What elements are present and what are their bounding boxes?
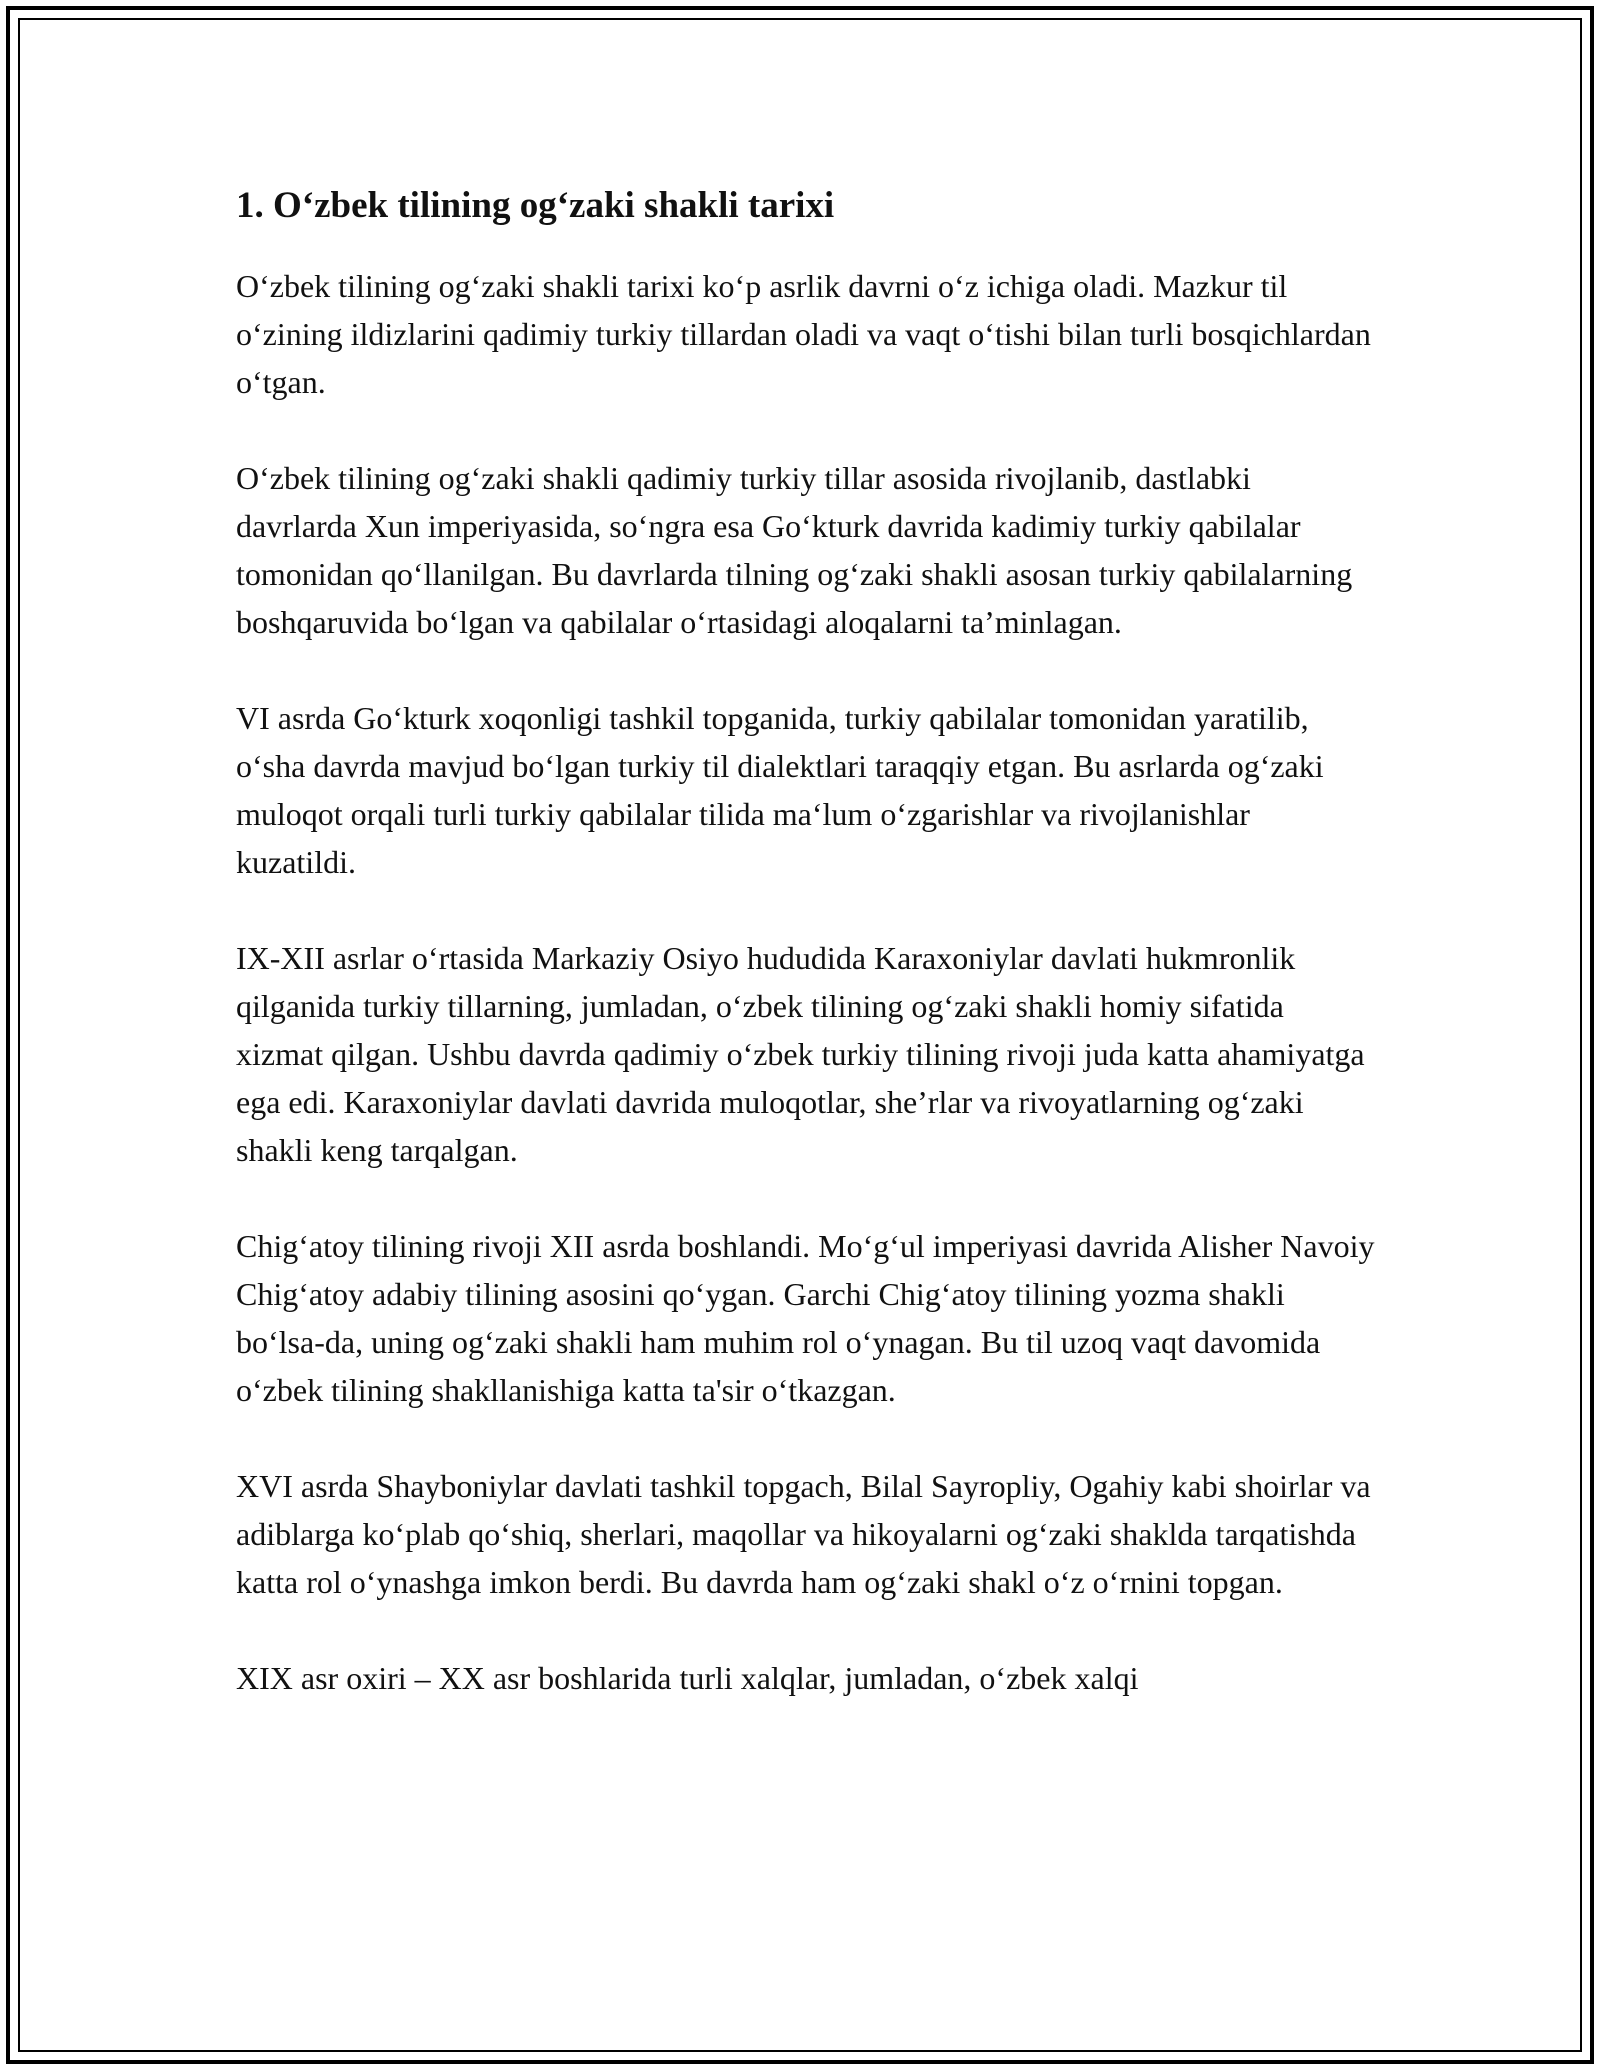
paragraph-7: XIX asr oxiri – XX asr boshlarida turli xalqlar, jumladan, o‘zbek xalqi [236,1659,1139,1696]
paragraph-1: O‘zbek tilining og‘zaki shakli tarixi ko‘p asrlik davrni o‘z ichiga oladi. Mazkur til o‘zining ildizlarini qadimiy turkiy tillardan oladi va vaqt o‘tishi bilan turli bosqichlardan o‘tgan. [236,267,1371,400]
paragraph-3: VI asrda Go‘kturk xoqonligi tashkil topganida, turkiy qabilalar tomonidan yaratilib, o‘sha davrda mavjud bo‘lgan turkiy til dialektlari taraqqiy etgan. Bu asrlarda og‘zaki muloqot orqali turli turkiy qabilalar tilida ma‘lum o‘zgarishlar va rivojlanishlar kuzatildi. [236,699,1324,880]
document-body [236,180,1376,1750]
paragraph-4: IX-XII asrlar o‘rtasida Markaziy Osiyo hududida Karaxoniylar davlati hukmronlik qilganida turkiy tillarning, jumladan, o‘zbek tilining og‘zaki shakli homiy sifatida xizmat qilgan. Ushbu davrda qadimiy o‘zbek turkiy tilining rivoji juda katta ahamiyatga ega edi. Karaxoniylar davlati davrida muloqotlar, she’rlar va rivoyatlarning og‘zaki shakli keng tarqalgan. [236,939,1365,1168]
paragraph-5: Chig‘atoy tilining rivoji XII asrda boshlandi. Mo‘g‘ul imperiyasi davrida Alisher Navoiy Chig‘atoy adabiy tilining asosini qo‘ygan. Garchi Chig‘atoy tilining yozma shakli bo‘lsa-da, uning og‘zaki shakli ham muhim rol o‘ynagan. Bu til uzoq vaqt davomida o‘zbek tilining shakllanishiga katta ta'sir o‘tkazgan. [236,1227,1375,1408]
paragraph-2: O‘zbek tilining og‘zaki shakli qadimiy turkiy tillar asosida rivojlanib, dastlabki davrlarda Xun imperiyasida, so‘ngra esa Go‘kturk davrida kadimiy turkiy qabilalar tomonidan qo‘llanilgan. Bu davrlarda tilning og‘zaki shakli asosan turkiy qabilalarning boshqaruvida bo‘lgan va qabilalar o‘rtasidagi aloqalarni ta’minlagan. [236,459,1353,640]
section-heading: 1. O‘zbek tilining og‘zaki shakli tarixi [236,185,835,226]
paragraph-6: XVI asrda Shayboniylar davlati tashkil topgach, Bilal Sayropliy, Ogahiy kabi shoirlar va adiblarga ko‘plab qo‘shiq, sherlari, maqollar va hikoyalarni og‘zaki shaklda tarqatishda katta rol o‘ynashga imkon berdi. Bu davrda ham og‘zaki shakl o‘z o‘rnini topgan. [236,1467,1371,1600]
